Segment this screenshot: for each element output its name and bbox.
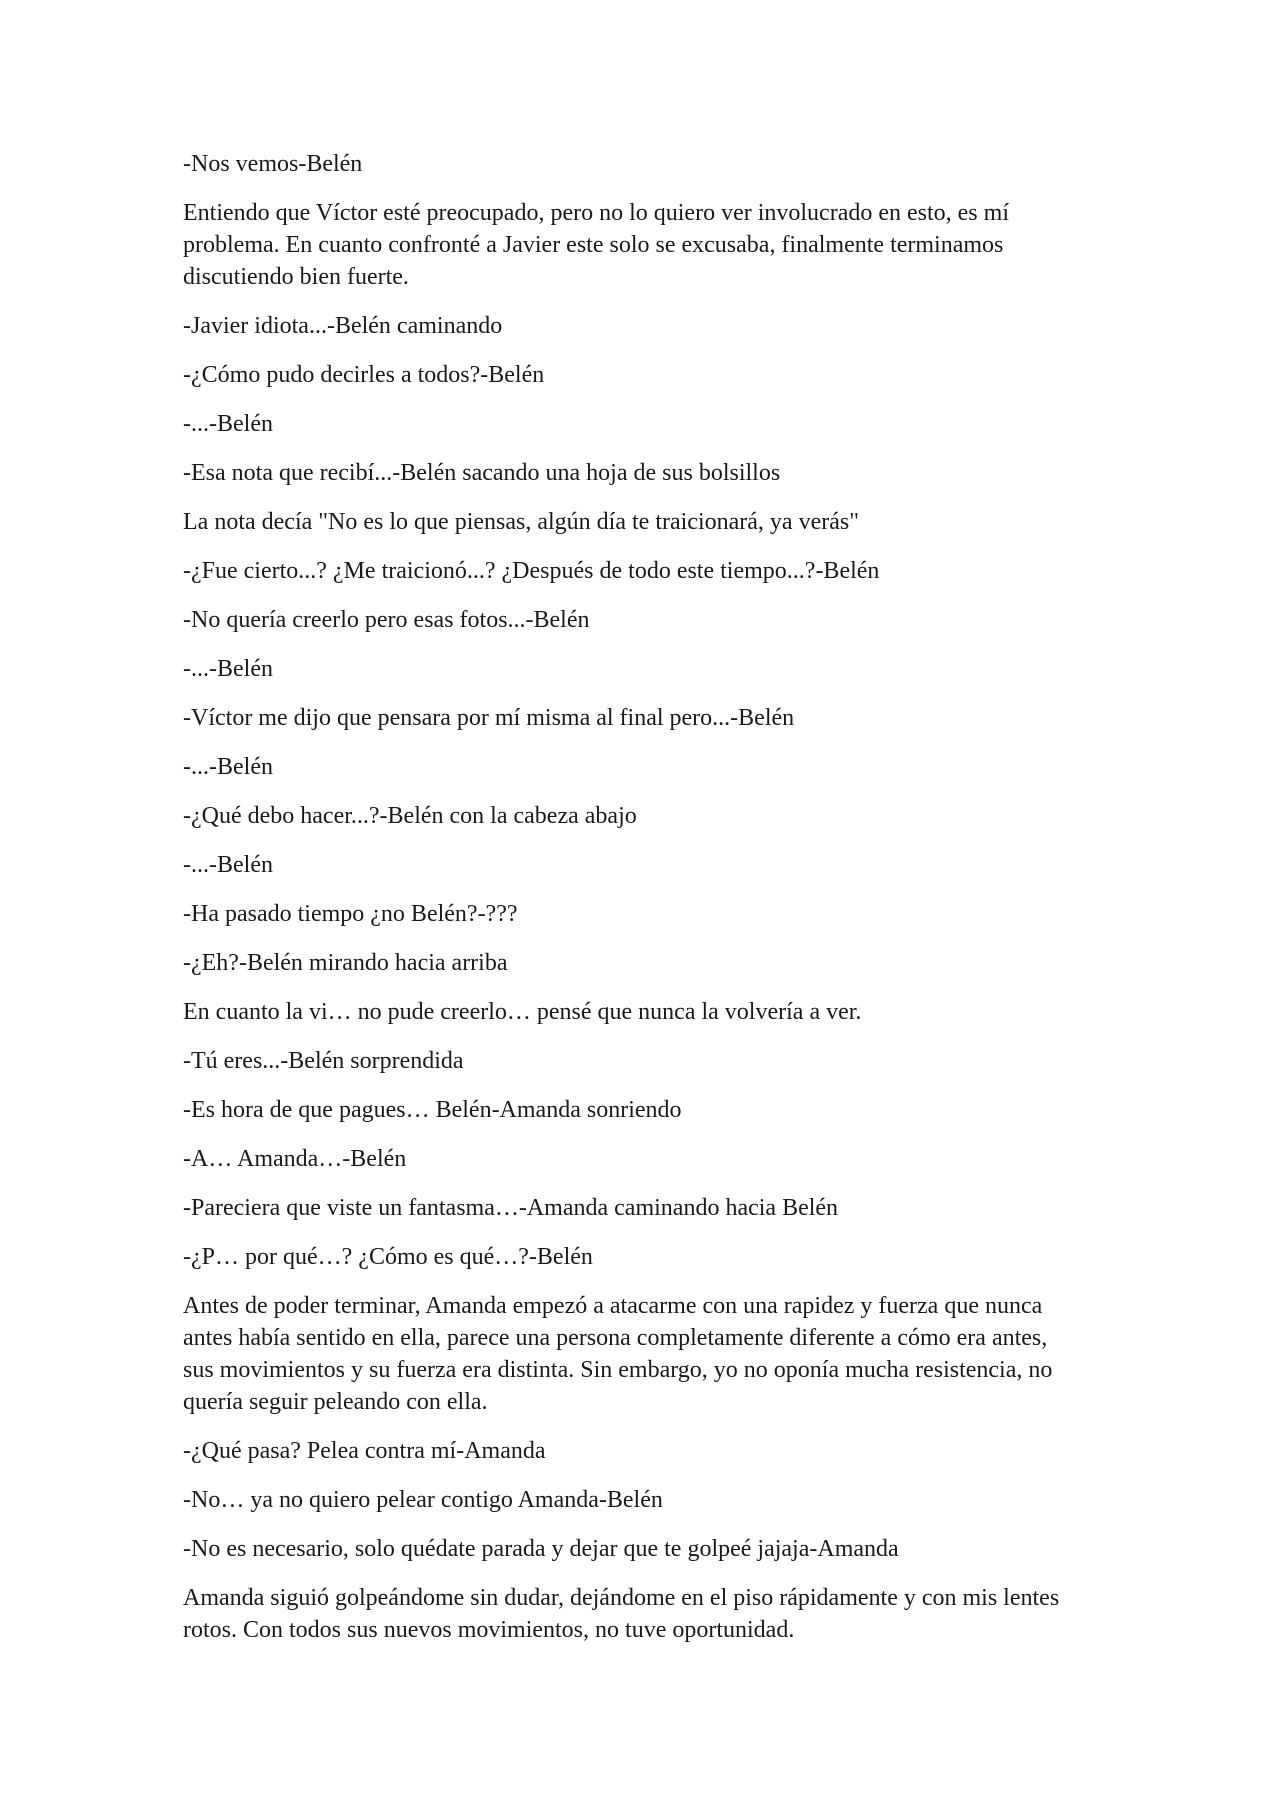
narration-paragraph: En cuanto la vi… no pude creerlo… pensé que nunca la volvería a ver. [183, 999, 862, 1025]
dialogue-line: -¿Fue cierto...? ¿Me traicionó...? ¿Después de todo este tiempo...?-Belén [183, 558, 880, 584]
dialogue-line: -Nos vemos-Belén [183, 151, 363, 177]
dialogue-line: -¿Cómo pudo decirles a todos?-Belén [183, 362, 545, 388]
dialogue-line: -¿Eh?-Belén mirando hacia arriba [183, 950, 508, 976]
dialogue-line: -Es hora de que pagues… Belén-Amanda sonriendo [183, 1097, 682, 1123]
dialogue-line: -...-Belén [183, 656, 273, 682]
narration-paragraph: Entiendo que Víctor esté preocupado, pero no lo quiero ver involucrado en esto, es mí problema. En cuanto confronté a Javier este solo se excusaba, finalmente terminamos discutiendo bien fuerte. [183, 200, 1009, 290]
narration-paragraph: La nota decía "No es lo que piensas, algún día te traicionará, ya verás" [183, 509, 859, 535]
dialogue-line: -Tú eres...-Belén sorprendida [183, 1048, 464, 1074]
dialogue-line: -Esa nota que recibí...-Belén sacando una hoja de sus bolsillos [183, 460, 781, 486]
document-body [183, 148, 1083, 1646]
dialogue-line: -...-Belén [183, 754, 273, 780]
dialogue-line: -Pareciera que viste un fantasma…-Amanda caminando hacia Belén [183, 1195, 839, 1221]
dialogue-line: -¿Qué debo hacer...?-Belén con la cabeza abajo [183, 803, 637, 829]
dialogue-line: -Víctor me dijo que pensara por mí misma al final pero...-Belén [183, 705, 795, 731]
dialogue-line: -A… Amanda…-Belén [183, 1146, 407, 1172]
dialogue-line: -Javier idiota...-Belén caminando [183, 313, 503, 339]
narration-paragraph: Amanda siguió golpeándome sin dudar, dejándome en el piso rápidamente y con mis lentes rotos. Con todos sus nuevos movimientos, no tuve oportunidad. [183, 1585, 1060, 1643]
dialogue-line: -...-Belén [183, 411, 273, 437]
dialogue-line: -No quería creerlo pero esas fotos...-Belén [183, 607, 590, 633]
narration-paragraph: Antes de poder terminar, Amanda empezó a atacarme con una rapidez y fuerza que nunca antes había sentido en ella, parece una persona completamente diferente a cómo era antes, sus movimientos y su fuerza era distinta. Sin embargo, yo no oponía mucha resistencia, no quería seguir peleando con ella. [183, 1293, 1053, 1415]
dialogue-line: -¿P… por qué…? ¿Cómo es qué…?-Belén [183, 1244, 593, 1270]
dialogue-line: -...-Belén [183, 852, 273, 878]
dialogue-line: -No… ya no quiero pelear contigo Amanda-Belén [183, 1487, 663, 1513]
dialogue-line: -Ha pasado tiempo ¿no Belén?-??? [183, 901, 518, 927]
dialogue-line: -No es necesario, solo quédate parada y dejar que te golpeé jajaja-Amanda [183, 1536, 899, 1562]
dialogue-line: -¿Qué pasa? Pelea contra mí-Amanda [183, 1438, 546, 1464]
